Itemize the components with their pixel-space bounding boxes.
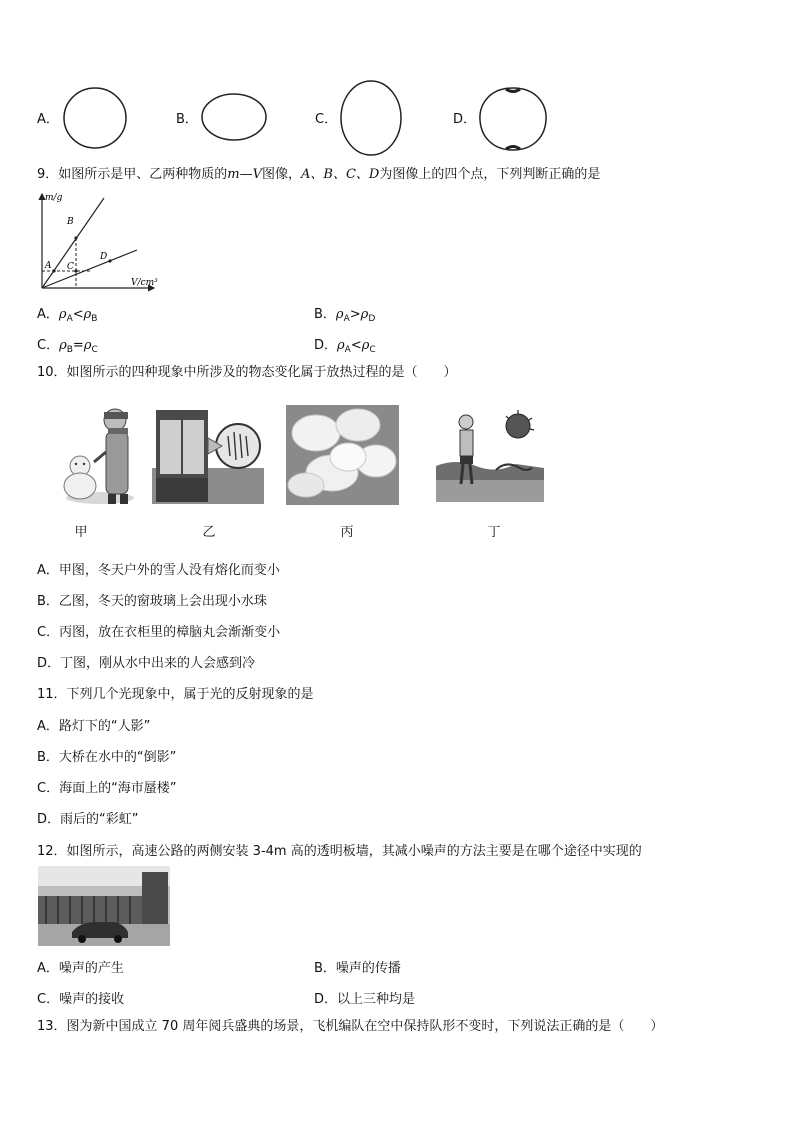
q8-option-c-label: C． [315,112,338,127]
q10-option-d[interactable]: D．丁图，刚从水中出来的人会感到冷 [37,656,256,671]
q13-stem: 13．图为新中国成立 70 周年阅兵盛典的场景，飞机编队在空中保持队形不变时，下列说法正确的是（ ） [37,1019,664,1034]
q9-mv-graph [34,188,174,293]
q9-point-b [74,236,77,239]
q12-figure-highway [38,866,170,946]
q12-option-a[interactable]: A．噪声的产生 [37,961,124,976]
q9-option-a[interactable]: A．$\rho_A<\rho_B$ [37,307,98,324]
q9-option-b[interactable]: B．$\rho_A>\rho_D$ [314,307,376,324]
q8-option-d-label: D． [453,112,477,127]
q10-option-a[interactable]: A．甲图，冬天户外的雪人没有熔化而变小 [37,563,280,578]
q10-figure-ding [436,408,544,506]
q8-option-a-label: A． [37,112,59,127]
q9-stem: 9．如图所示是甲、乙两种物质的m—V图像，A、B、C、D为图像上的四个点，下列判断正确的是 [37,167,601,182]
q9-option-d[interactable]: D．$\rho_A<\rho_C$ [314,338,376,355]
q10-caption-yi: 乙 [202,525,216,540]
q9-label-c: C [67,262,74,272]
q9-label-a: A [45,261,52,271]
q11-option-c[interactable]: C．海面上的“海市蜃楼” [37,781,177,796]
q12-option-d[interactable]: D．以上三种均是 [314,992,416,1007]
q8-option-b-label: B． [176,112,198,127]
q10-caption-ding: 丁 [487,525,501,540]
q10-figure-bing [286,405,399,505]
q8-shape-d [476,84,550,154]
q10-option-b[interactable]: B．乙图，冬天的窗玻璃上会出现小水珠 [37,594,267,609]
q8-shape-b [200,92,270,144]
q9-option-c[interactable]: C．$\rho_B=\rho_C$ [37,338,98,355]
q8-shape-a [62,86,130,152]
q9-x-label: V/cm³ [131,278,158,288]
q9-y-label: m/g [45,193,63,203]
q11-option-d[interactable]: D．雨后的“彩虹” [37,812,139,827]
q8-shape-c [338,79,406,159]
q11-option-b[interactable]: B．大桥在水中的“倒影” [37,750,177,765]
q10-figure-yi [150,406,266,508]
q12-option-c[interactable]: C．噪声的接收 [37,992,125,1007]
q10-caption-jia: 甲 [74,525,88,540]
q10-caption-bing: 丙 [340,525,354,540]
q11-stem: 11．下列几个光现象中，属于光的反射现象的是 [37,687,314,702]
q9-point-d [108,259,111,262]
q10-figure-jia [38,402,134,508]
q9-line-yi [42,250,137,288]
q12-option-b[interactable]: B．噪声的传播 [314,961,401,976]
q9-label-d: D [100,252,108,262]
q11-option-a[interactable]: A．路灯下的“人影” [37,719,151,734]
q12-stem: 12．如图所示，高速公路的两侧安装 3-4m 高的透明板墙，其减小噪声的方法主要是在哪个途径中实现的 [37,844,642,859]
q9-point-a [52,269,55,272]
q9-label-b: B [67,217,74,227]
q10-option-c[interactable]: C．丙图，放在衣柜里的樟脑丸会渐渐变小 [37,625,281,640]
q9-line-jia [42,198,104,288]
q9-point-c [74,269,77,272]
q10-stem: 10．如图所示的四种现象中所涉及的物态变化属于放热过程的是（ ） [37,365,457,380]
